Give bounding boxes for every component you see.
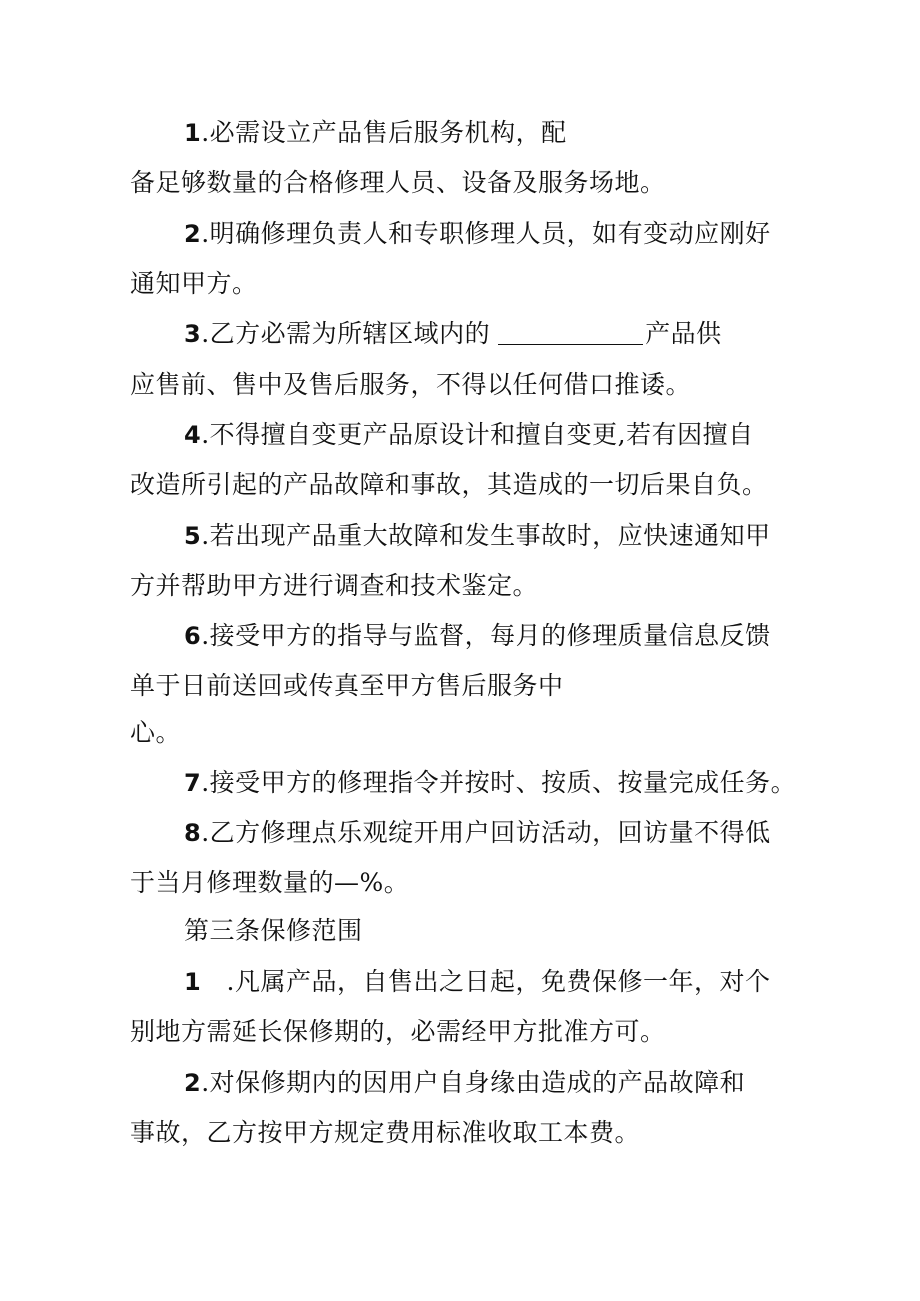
clause-number: 8 bbox=[184, 819, 202, 847]
clause-5-line-2: 方并帮助甲方进行调查和技术鉴定。 bbox=[130, 571, 539, 600]
clause-text: 乙方修理点乐观绽开用户回访活动，回访量不得低 bbox=[209, 818, 771, 847]
fill-in-blank bbox=[498, 320, 643, 345]
clause-number: 6 bbox=[184, 622, 202, 650]
clause-3-line-2: 应售前、售中及售后服务，不得以任何借口推诿。 bbox=[130, 370, 692, 399]
clause-5-line-1: 5.若出现产品重大故障和发生事故时，应快速通知甲 bbox=[184, 521, 771, 550]
clause-text: 不得擅自变更产品原设计和擅自变更,若有因擅自 bbox=[209, 420, 754, 449]
warranty-clause-1-line-1: 1 .凡属产品，自售出之日起，免费保修一年，对个 bbox=[184, 967, 771, 996]
clause-4-line-1: 4.不得擅自变更产品原设计和擅自变更,若有因擅自 bbox=[184, 420, 754, 449]
clause-text: 凡属产品，自售出之日起，免费保修一年，对个 bbox=[235, 967, 771, 996]
clause-text: 接受甲方的指导与监督，每月的修理质量信息反馈 bbox=[209, 621, 771, 650]
clause-text: 乙方必需为所辖区域内的 bbox=[209, 319, 491, 348]
clause-number: 4 bbox=[184, 421, 202, 449]
clause-number: 5 bbox=[184, 522, 202, 550]
clause-text: 若出现产品重大故障和发生事故时，应快速通知甲 bbox=[209, 521, 771, 550]
clause-number: 1 bbox=[184, 968, 202, 996]
clause-text: 明确修理负责人和专职修理人员，如有变动应刚好 bbox=[209, 219, 771, 248]
clause-6-line-1: 6.接受甲方的指导与监督，每月的修理质量信息反馈 bbox=[184, 621, 771, 650]
clause-2-line-2: 通知甲方。 bbox=[130, 269, 258, 298]
clause-number: 1 bbox=[184, 119, 202, 147]
clause-4-line-2: 改造所引起的产品故障和事故，其造成的一切后果自负。 bbox=[130, 470, 768, 499]
section-heading: 第三条保修范围 bbox=[184, 916, 363, 945]
clause-text: 接受甲方的修理指令并按时、按质、按量完成任务。 bbox=[209, 768, 797, 797]
clause-2-line-1: 2.明确修理负责人和专职修理人员，如有变动应刚好 bbox=[184, 219, 771, 248]
clause-text: 对保修期内的因用户自身缘由造成的产品故障和 bbox=[209, 1068, 746, 1097]
clause-6-line-2: 单于日前送回或传真至甲方售后服务中 bbox=[130, 671, 564, 700]
clause-text: 必需设立产品售后服务机构，配 bbox=[209, 118, 567, 147]
clause-1-line-2: 备足够数量的合格修理人员、设备及服务场地。 bbox=[130, 168, 666, 197]
clause-number: 7 bbox=[184, 769, 202, 797]
warranty-clause-1-line-2: 别地方需延长保修期的，必需经甲方批准方可。 bbox=[130, 1017, 666, 1046]
clause-6-line-3: 心。 bbox=[130, 718, 182, 747]
clause-number: 2 bbox=[184, 220, 202, 248]
clause-text-tail: 产品供 bbox=[645, 319, 722, 348]
clause-1-line-1: 1.必需设立产品售后服务机构，配 bbox=[184, 118, 567, 147]
clause-8-line-2: 于当月修理数量的—%。 bbox=[130, 868, 410, 897]
clause-number: 3 bbox=[184, 320, 202, 348]
clause-7-line-1: 7.接受甲方的修理指令并按时、按质、按量完成任务。 bbox=[184, 768, 797, 797]
clause-3-line-1: 3.乙方必需为所辖区域内的 产品供 bbox=[184, 319, 722, 348]
warranty-clause-2-line-1: 2.对保修期内的因用户自身缘由造成的产品故障和 bbox=[184, 1068, 746, 1097]
warranty-clause-2-line-2: 事故，乙方按甲方规定费用标准收取工本费。 bbox=[130, 1118, 641, 1147]
clause-number: 2 bbox=[184, 1069, 202, 1097]
clause-8-line-1: 8.乙方修理点乐观绽开用户回访活动，回访量不得低 bbox=[184, 818, 771, 847]
